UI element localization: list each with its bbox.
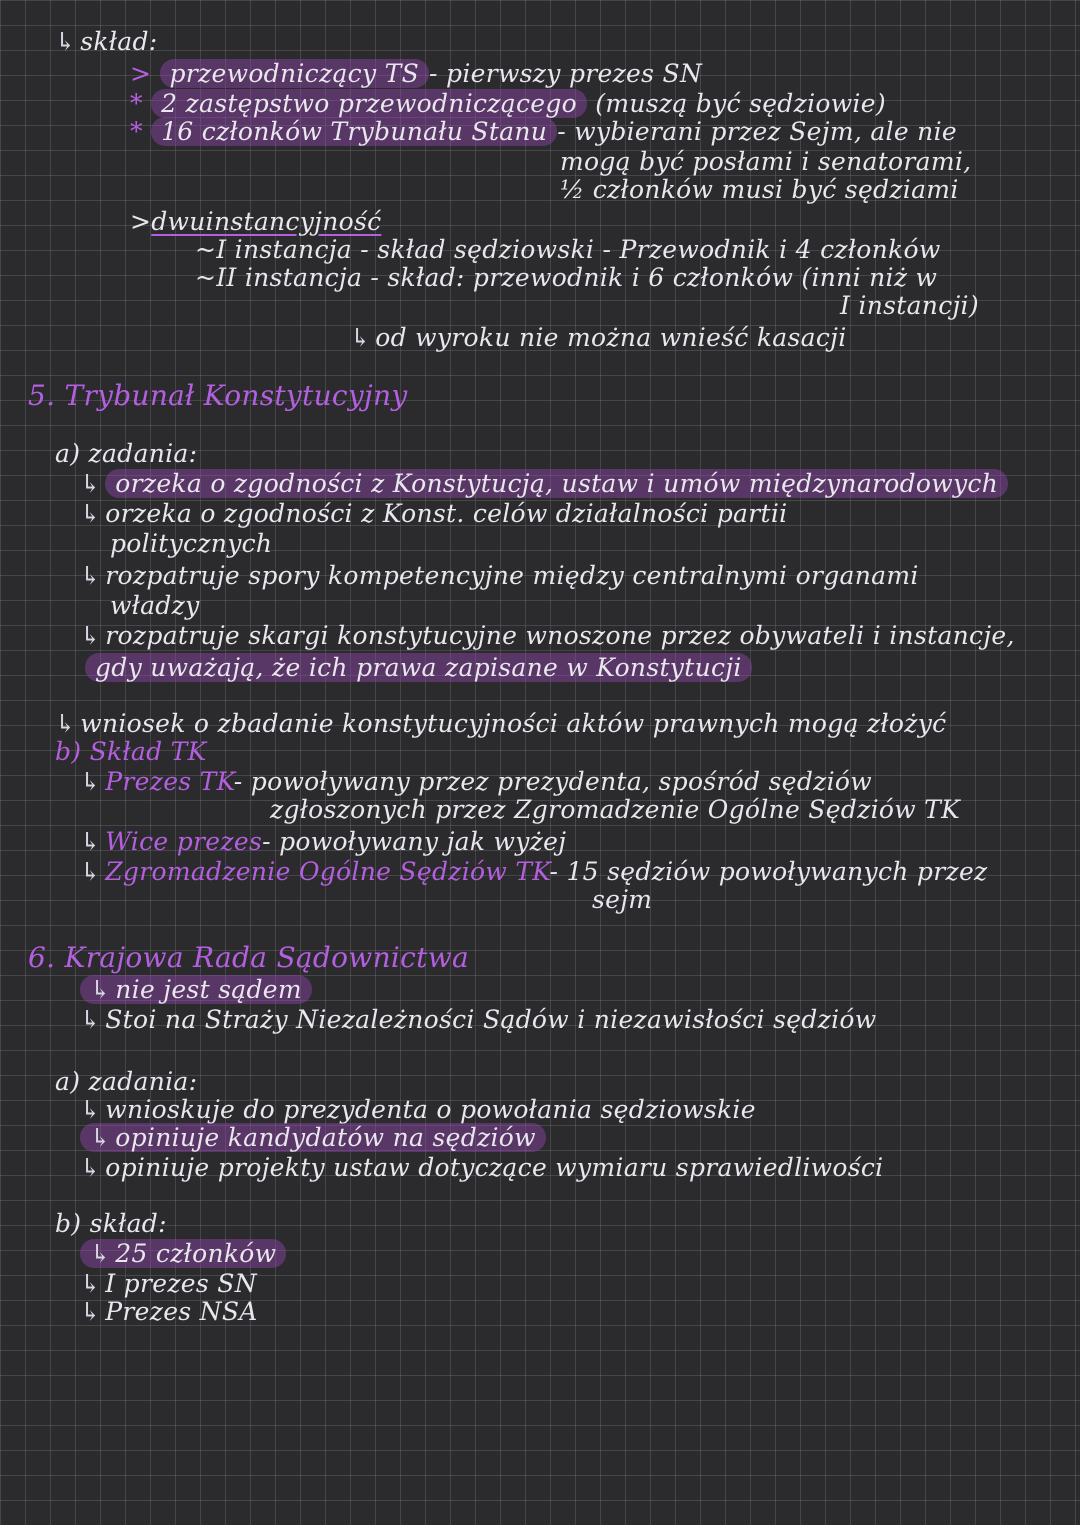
instancja-1: ~I instancja - skład sędziowski - Przewodnik i 4 członków	[195, 235, 941, 264]
krs-sklad-2: ↳ I prezes SN	[80, 1269, 257, 1298]
arrow-icon: ↳	[80, 767, 102, 796]
tk-sklad-3-cont: sejm	[592, 885, 653, 914]
arrow-icon: ↳	[55, 709, 77, 738]
kasacja: ↳ od wyroku nie można wnieść kasacji	[350, 323, 847, 352]
arrow-icon: ↳	[80, 857, 102, 886]
instancja-2-cont: I instancji)	[840, 291, 979, 320]
krs-line-1: ↳ nie jest sądem	[80, 976, 312, 1004]
tk-zadanie-2: ↳ orzeka o zgodności z Konst. celów działalności partii	[80, 499, 788, 528]
bullet-icon: >	[130, 207, 152, 236]
tk-zadanie-3-cont: władzy	[110, 591, 200, 620]
arrow-icon: ↳	[80, 499, 102, 528]
dash-icon: ~	[195, 235, 217, 264]
tk-title: 5. Trybunał Konstytucyjny	[28, 379, 408, 412]
krs-sklad-header: b) skład:	[55, 1209, 167, 1238]
sn-line-1: > przewodniczący TS - pierwszy prezes SN	[130, 59, 703, 88]
tk-sklad-3: ↳ Zgromadzenie Ogólne Sędziów TK- 15 sędziów powoływanych przez	[80, 857, 988, 886]
arrow-icon: ↳	[80, 1005, 102, 1034]
tk-sklad-header: b) Skład TK	[55, 737, 207, 766]
arrow-icon: ↳	[80, 469, 102, 498]
tk-sklad-1: ↳ Prezes TK- powoływany przez prezydenta, spośród sędziów	[80, 767, 872, 796]
tk-sklad-1-cont: zgłoszonych przez Zgromadzenie Ogólne Sędziów TK	[270, 795, 961, 824]
tk-zadania-header: a) zadania:	[55, 439, 198, 468]
tk-zadanie-1: ↳ orzeka o zgodności z Konstytucją, ustaw i umów międzynarodowych	[80, 470, 1008, 498]
arrow-icon: ↳	[80, 1153, 102, 1182]
tk-sklad-2: ↳ Wice prezes- powoływany jak wyżej	[80, 827, 567, 856]
arrow-icon: ↳	[80, 621, 102, 650]
krs-zadanie-2: ↳ opiniuje kandydatów na sędziów	[80, 1124, 546, 1152]
krs-line-2: ↳ Stoi na Straży Niezależności Sądów i niezawisłości sędziów	[80, 1005, 877, 1034]
bullet-icon: *	[130, 117, 143, 146]
sn-line-5: ½ członków musi być sędziami	[560, 175, 959, 204]
tk-zadanie-4: ↳ rozpatruje skargi konstytucyjne wnoszone przez obywateli i instancje,	[80, 621, 1015, 650]
krs-zadanie-3: ↳ opiniuje projekty ustaw dotyczące wymiaru sprawiedliwości	[80, 1153, 884, 1182]
arrow-icon: ↳	[90, 1239, 112, 1268]
arrow-icon: ↳	[80, 827, 102, 856]
arrow-icon: ↳	[55, 27, 77, 56]
tk-wniosek: ↳ wniosek o zbadanie konstytucyjności aktów prawnych mogą złożyć	[55, 709, 947, 738]
dash-icon: ~	[195, 263, 217, 292]
tk-zadanie-2-cont: politycznych	[110, 529, 273, 558]
arrow-icon: ↳	[80, 1297, 102, 1326]
sn-line-3: * 16 członków Trybunału Stanu - wybierani przez Sejm, ale nie	[130, 117, 957, 146]
sn-line-2: * 2 zastępstwo przewodniczącego (muszą być sędziowie)	[130, 89, 886, 118]
sn-line-4: mogą być posłami i senatorami,	[560, 147, 972, 176]
tk-zadanie-3: ↳ rozpatruje spory kompetencyjne między centralnymi organami	[80, 561, 919, 590]
instancja-2: ~II instancja - skład: przewodnik i 6 członków (inni niż w	[195, 263, 938, 292]
krs-title: 6. Krajowa Rada Sądownictwa	[28, 941, 469, 974]
arrow-icon: ↳	[350, 323, 372, 352]
bullet-icon: >	[130, 59, 152, 88]
arrow-icon: ↳	[80, 1269, 102, 1298]
krs-sklad-1: ↳ 25 członków	[80, 1240, 286, 1268]
arrow-icon: ↳	[90, 1123, 112, 1152]
krs-zadanie-1: ↳ wnioskuje do prezydenta o powołania sędziowskie	[80, 1095, 756, 1124]
tk-zadanie-4-cont: gdy uważają, że ich prawa zapisane w Konstytucji	[85, 654, 752, 682]
bullet-icon: *	[130, 89, 143, 118]
krs-sklad-3: ↳ Prezes NSA	[80, 1297, 258, 1326]
sklad-header: ↳ skład:	[55, 27, 158, 56]
arrow-icon: ↳	[90, 975, 112, 1004]
arrow-icon: ↳	[80, 561, 102, 590]
krs-zadania-header: a) zadania:	[55, 1067, 198, 1096]
arrow-icon: ↳	[80, 1095, 102, 1124]
dwuinstancyjnosc: >dwuinstancyjność	[130, 207, 382, 236]
